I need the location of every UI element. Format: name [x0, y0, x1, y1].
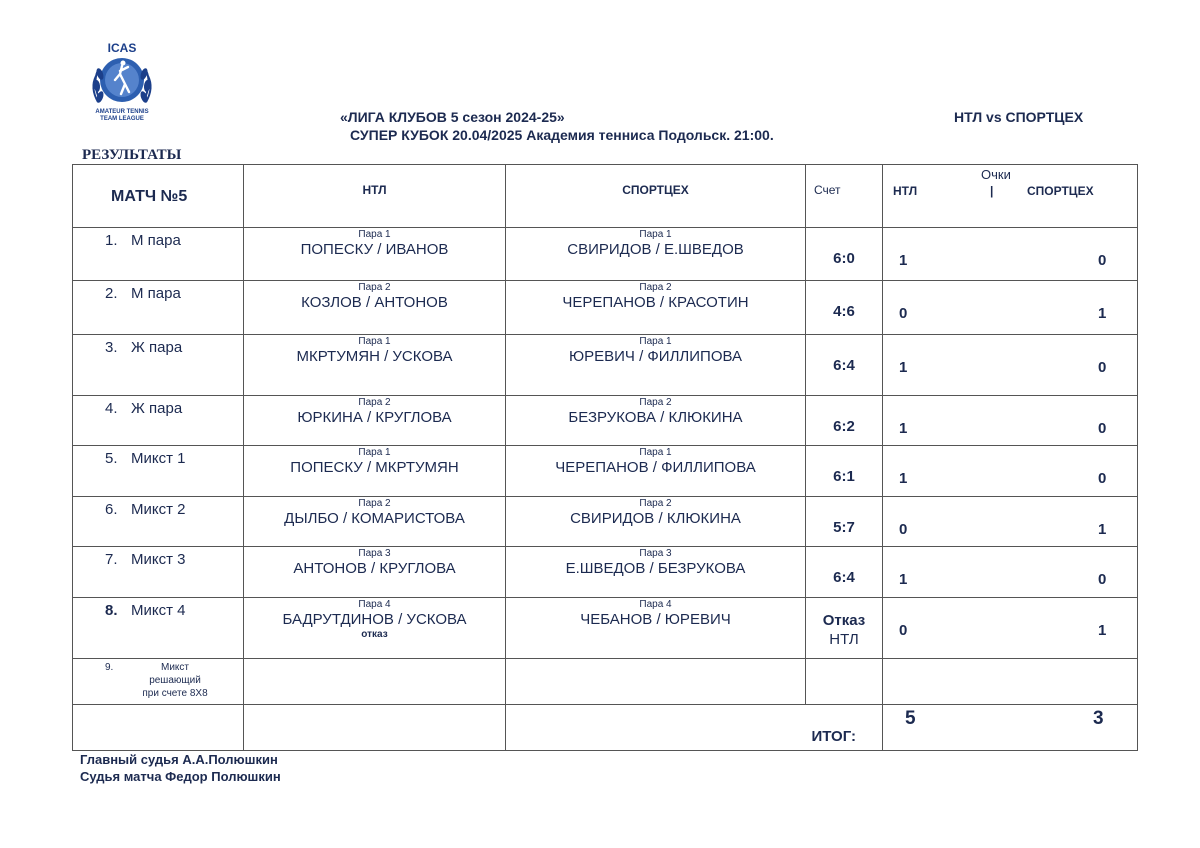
score-cell: Отказ НТЛ: [806, 598, 883, 659]
points-team-a: НТЛ: [893, 184, 918, 198]
logo-sub1: AMATEUR TENNIS: [95, 109, 149, 115]
team-a-header: НТЛ: [244, 165, 506, 228]
game-label: 2. М пара: [73, 281, 244, 335]
points-cell: 1 0: [883, 335, 1138, 396]
match-title-cell: [73, 165, 244, 228]
pair-a-cell: Пара 4 БАДРУТДИНОВ / УСКОВА отказ: [244, 598, 506, 659]
pair-b-cell: Пара 3 Е.ШВЕДОВ / БЕЗРУКОВА: [506, 547, 806, 598]
table-row: [73, 497, 1138, 547]
game-label: 5. Микст 1: [73, 446, 244, 497]
pair-a-cell: Пара 1 ПОПЕСКУ / ИВАНОВ: [244, 228, 506, 281]
pair-b-cell: [506, 659, 806, 705]
table-row: [73, 396, 1138, 446]
decider-label: 9. Микст решающий при счете 8Х8: [73, 659, 244, 705]
pair-b-cell: Пара 2 СВИРИДОВ / КЛЮКИНА: [506, 497, 806, 547]
game-label: 1. М пара: [73, 228, 244, 281]
table-row: [73, 335, 1138, 396]
game-label: 7. Микст 3: [73, 547, 244, 598]
score-header: Счет: [806, 165, 883, 228]
total-row: [73, 705, 1138, 751]
logo-title: ICAS: [107, 41, 137, 55]
icas-logo: [84, 40, 160, 126]
score-cell: 6:1: [806, 446, 883, 497]
points-cell: 1 0: [883, 446, 1138, 497]
points-cell: 0 1: [883, 598, 1138, 659]
pair-a-cell: Пара 2 КОЗЛОВ / АНТОНОВ: [244, 281, 506, 335]
points-label: Очки: [981, 167, 1011, 182]
points-cell: 0 1: [883, 497, 1138, 547]
logo-sub2: TEAM LEAGUE: [100, 116, 144, 122]
match-title: МАТЧ №5: [111, 188, 188, 205]
total-points-cell: [883, 705, 1138, 751]
points-separator: |: [990, 184, 994, 198]
event-info: СУПЕР КУБОК 20.04/2025 Академия тенниса Подольск. 21:00.: [350, 127, 774, 143]
total-label-cell: [506, 705, 883, 751]
pair-a-cell: [244, 659, 506, 705]
total-team-a: 5: [905, 708, 916, 729]
score-cell: 6:4: [806, 547, 883, 598]
total-team-b: 3: [1093, 708, 1104, 729]
points-cell: 1 0: [883, 547, 1138, 598]
chief-judge: Главный судья А.А.Полюшкин: [80, 752, 278, 767]
points-team-b: СПОРТЦЕХ: [1027, 184, 1094, 198]
score-cell: [806, 659, 883, 705]
forfeit-note: отказ: [361, 629, 388, 640]
table-row: [73, 281, 1138, 335]
game-label: 3. Ж пара: [73, 335, 244, 396]
pair-a-cell: Пара 1 МКРТУМЯН / УСКОВА: [244, 335, 506, 396]
results-heading: РЕЗУЛЬТАТЫ: [82, 147, 182, 163]
table-row: [73, 598, 1138, 659]
game-label: 8. Микст 4: [73, 598, 244, 659]
pair-b-cell: Пара 4 ЧЕБАНОВ / ЮРЕВИЧ: [506, 598, 806, 659]
points-cell: [883, 659, 1138, 705]
points-cell: 1 0: [883, 228, 1138, 281]
table-row: [73, 228, 1138, 281]
pair-a-cell: Пара 1 ПОПЕСКУ / МКРТУМЯН: [244, 446, 506, 497]
table-row-decider: [73, 659, 1138, 705]
score-cell: 5:7: [806, 497, 883, 547]
table-row: [73, 547, 1138, 598]
score-cell: 6:4: [806, 335, 883, 396]
points-cell: 0 1: [883, 281, 1138, 335]
pair-b-cell: Пара 1 ЧЕРЕПАНОВ / ФИЛЛИПОВА: [506, 446, 806, 497]
league-title: «ЛИГА КЛУБОВ 5 сезон 2024-25»: [340, 109, 565, 125]
points-cell: 1 0: [883, 396, 1138, 446]
pair-b-cell: Пара 2 БЕЗРУКОВА / КЛЮКИНА: [506, 396, 806, 446]
pair-b-cell: Пара 1 СВИРИДОВ / Е.ШВЕДОВ: [506, 228, 806, 281]
pair-b-cell: Пара 1 ЮРЕВИЧ / ФИЛЛИПОВА: [506, 335, 806, 396]
matchup-title: НТЛ vs СПОРТЦЕХ: [954, 109, 1084, 125]
game-label: 6. Микст 2: [73, 497, 244, 547]
pair-b-cell: Пара 2 ЧЕРЕПАНОВ / КРАСОТИН: [506, 281, 806, 335]
score-cell: 6:2: [806, 396, 883, 446]
total-label: ИТОГ:: [811, 728, 856, 745]
game-label: 4. Ж пара: [73, 396, 244, 446]
score-cell: 6:0: [806, 228, 883, 281]
pair-a-cell: Пара 3 АНТОНОВ / КРУГЛОВА: [244, 547, 506, 598]
table-header-row: [73, 165, 1138, 228]
pair-a-cell: Пара 2 ЮРКИНА / КРУГЛОВА: [244, 396, 506, 446]
table-row: [73, 446, 1138, 497]
points-header: [883, 165, 1138, 228]
results-table: [72, 164, 1138, 751]
score-cell: 4:6: [806, 281, 883, 335]
team-b-header: СПОРТЦЕХ: [506, 165, 806, 228]
pair-a-cell: Пара 2 ДЫЛБО / КОМАРИСТОВА: [244, 497, 506, 547]
match-judge: Судья матча Федор Полюшкин: [80, 769, 281, 784]
